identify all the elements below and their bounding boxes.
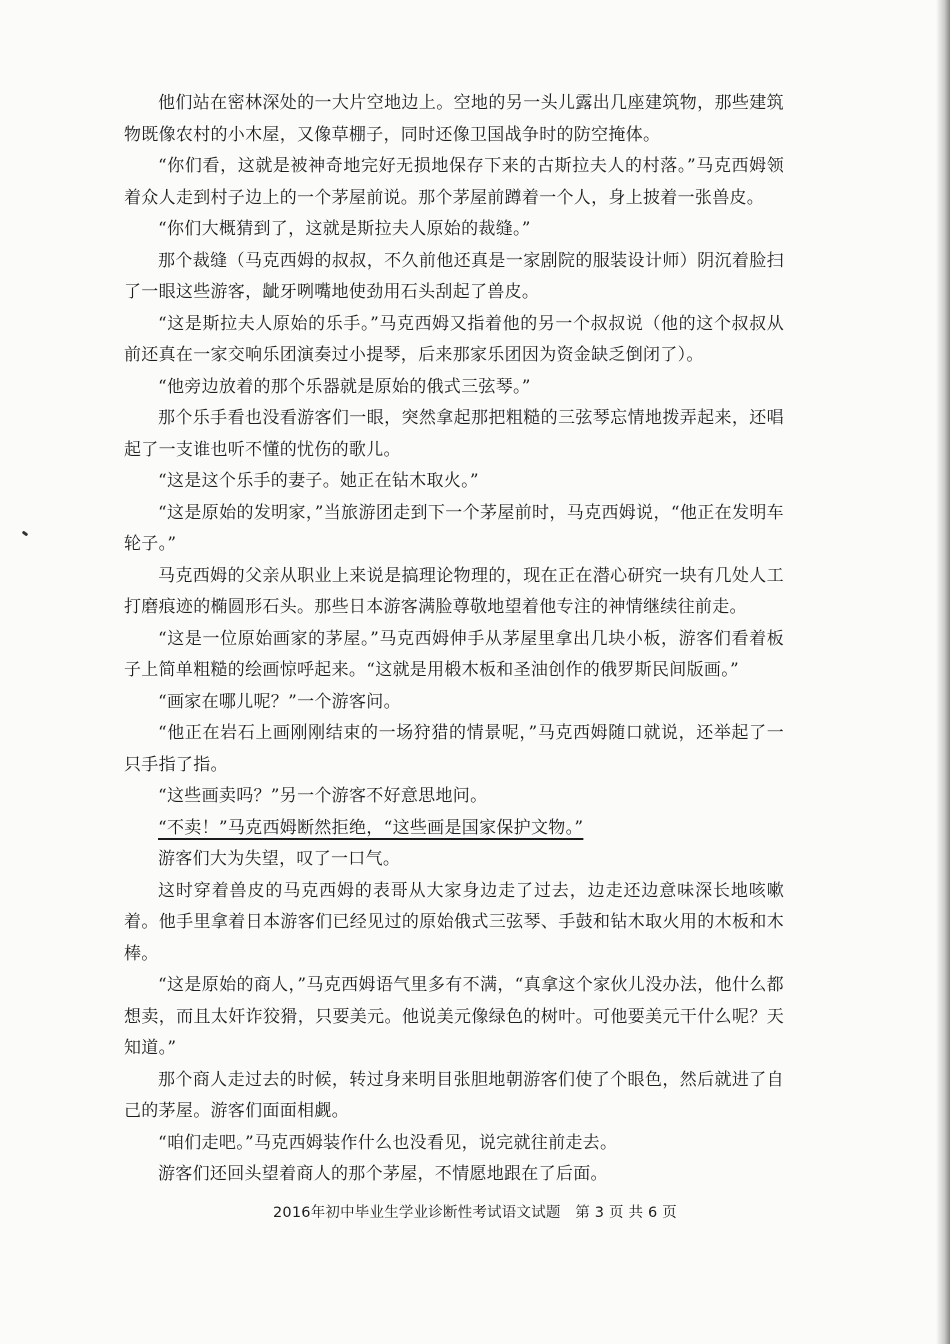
paragraph: “这些画卖吗？”另一个游客不好意思地问。 bbox=[158, 786, 488, 806]
underlined-sentence: “不卖！”马克西姆断然拒绝，“这些画是国家保护文物。” bbox=[158, 817, 584, 838]
paragraph: “他正在岩石上画刚刚结束的一场狩猎的情景呢，”马克西姆随口就说，还举起了一只手指了指。 bbox=[124, 723, 784, 775]
paragraph: “这是斯拉夫人原始的乐手。”马克西姆又指着他的另一个叔叔说（他的这个叔叔从前还真在一家交响乐团演奏过小提琴，后来那家乐团因为资金缺乏倒闭了）。 bbox=[124, 313, 784, 365]
paragraph: 这时穿着兽皮的马克西姆的表哥从大家身边走了过去，边走还边意味深长地咳嗽着。他手里拿着日本游客们已经见过的原始俄式三弦琴、手鼓和钻木取火用的木板和木棒。 bbox=[124, 880, 784, 964]
paragraph: “画家在哪儿呢？”一个游客问。 bbox=[158, 691, 401, 712]
paragraph: 游客们还回头望着商人的那个茅屋，不情愿地跟在了后面。 bbox=[158, 1164, 608, 1184]
underlined-paragraph bbox=[124, 813, 784, 845]
paragraph: “他旁边放着的那个乐器就是原始的俄式三弦琴。” bbox=[158, 376, 531, 397]
paragraph: “你们看，这就是被神奇地完好无损地保存下来的古斯拉夫人的村落。”马克西姆领着众人走到村子边上的一个茅屋前说。那个茅屋前蹲着一个人，身上披着一张兽皮。 bbox=[124, 156, 784, 208]
paragraph: 那个乐手看也没看游客们一眼，突然拿起那把粗糙的三弦琴忘情地拨弄起来，还唱起了一支谁也听不懂的忧伤的歌儿。 bbox=[124, 408, 784, 460]
scan-edge-shadow bbox=[936, 0, 950, 1344]
paragraph: 那个裁缝（马克西姆的叔叔，不久前他还真是一家剧院的服装设计师）阴沉着脸扫了一眼这些游客，龇牙咧嘴地使劲用石头刮起了兽皮。 bbox=[124, 250, 784, 302]
paragraph: 马克西姆的父亲从职业上来说是搞理论物理的，现在正在潜心研究一块有几处人工打磨痕迹的椭圆形石头。那些日本游客满脸尊敬地望着他专注的神情继续往前走。 bbox=[124, 565, 784, 617]
paragraph: “咱们走吧。”马克西姆装作什么也没看见，说完就往前走去。 bbox=[158, 1132, 618, 1153]
paragraph: 他们站在密林深处的一大片空地边上。空地的另一头儿露出几座建筑物，那些建筑物既像农村的小木屋，又像草棚子，同时还像卫国战争时的防空掩体。 bbox=[124, 93, 784, 145]
paragraph: 那个商人走过去的时候，转过身来明目张胆地朝游客们使了个眼色，然后就进了自己的茅屋。游客们面面相觑。 bbox=[124, 1069, 784, 1121]
reading-passage bbox=[124, 88, 784, 1191]
paragraph: “这是这个乐手的妻子。她正在钻木取火。” bbox=[158, 471, 479, 491]
paragraph: 游客们大为失望，叹了一口气。 bbox=[158, 849, 401, 869]
paragraph: “这是原始的发明家，”当旅游团走到下一个茅屋前时，马克西姆说，“他正在发明车轮子。” bbox=[124, 502, 784, 554]
paragraph: “这是原始的商人，”马克西姆语气里多有不满，“真拿这个家伙儿没办法，他什么都想卖，而且太奸诈狡猾，只要美元。他说美元像绿色的树叶。可他要美元干什么呢？天知道。” bbox=[124, 975, 784, 1058]
scan-speck bbox=[22, 531, 29, 537]
page-footer: 2016年初中毕业生学业诊断性考试语文试题 第 3 页 共 6 页 bbox=[273, 1205, 677, 1221]
paragraph: “你们大概猜到了，这就是斯拉夫人原始的裁缝。” bbox=[158, 219, 531, 239]
paragraph: “这是一位原始画家的茅屋。”马克西姆伸手从茅屋里拿出几块小板，游客们看着板子上简单粗糙的绘画惊呼起来。“这就是用椴木板和圣油创作的俄罗斯民间版画。” bbox=[124, 628, 784, 680]
